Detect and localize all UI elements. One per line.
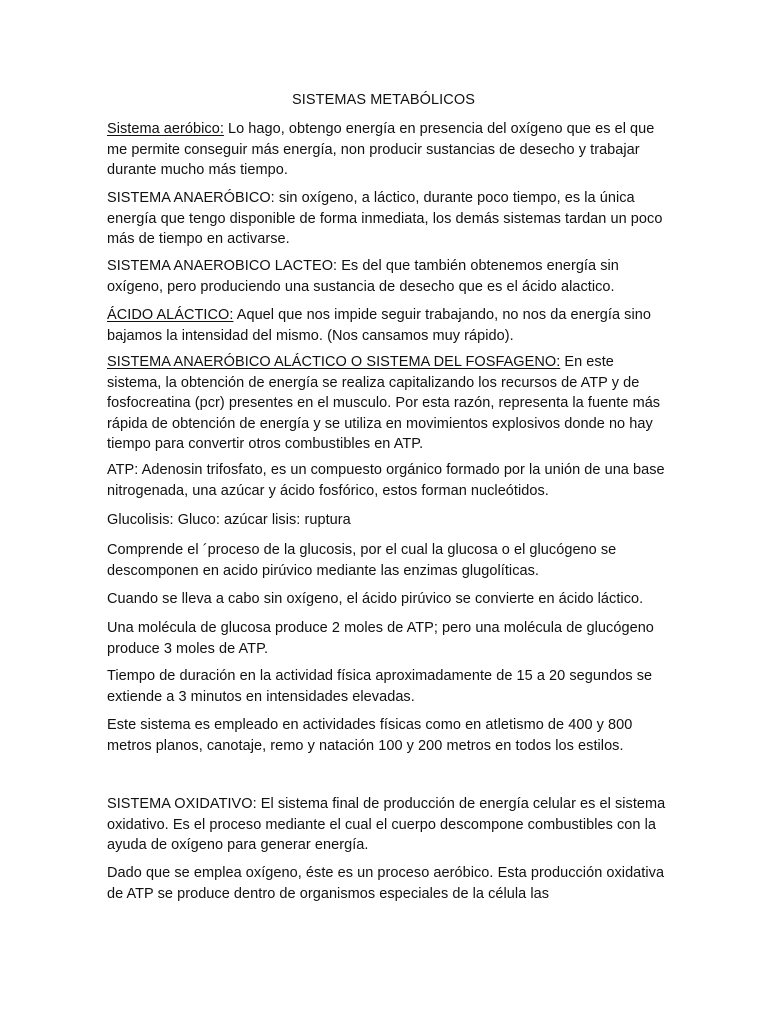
paragraph-molecula-glucosa (107, 618, 667, 659)
paragraph-text: SISTEMA OXIDATIVO: El sistema final de producción de energía celular es el sistema oxidativo. Es el proceso mediante el cual el cuerpo descompone combustibles con la ayuda de oxígeno para generar energía. (107, 796, 666, 853)
paragraph-text: Cuando se lleva a cabo sin oxígeno, el ácido pirúvico se convierte en ácido láctico. (107, 591, 644, 607)
paragraph-comprende (107, 540, 667, 581)
paragraph-text: Aquel que nos impide seguir trabajando, no nos da energía sino bajamos la intensidad del mismo. (Nos cansamos muy rápido). (107, 307, 651, 344)
paragraph-text: Este sistema es empleado en actividades físicas como en atletismo de 400 y 800 metros planos, canotaje, remo y natación 100 y 200 metros en todos los estilos. (107, 717, 633, 754)
paragraph-text: En este sistema, la obtención de energía se realiza capitalizando los recursos de ATP y de fosfocreatina (pcr) presentes en el musculo. Por esta razón, representa la fuente más rápida de obtención de energía y se utiliza en movimientos explosivos donde no hay tiempo para convertir otros combustibles en ATP. (107, 354, 661, 452)
paragraph-dado-que (107, 863, 667, 904)
paragraph-text: Tiempo de duración en la actividad física aproximadamente de 15 a 20 segundos se extiende a 3 minutos en intensidades elevadas. (107, 668, 653, 705)
paragraph-text: Dado que se emplea oxígeno, éste es un proceso aeróbico. Esta producción oxidativa de ATP se produce dentro de organismos especiales de la célula las (107, 865, 665, 902)
paragraph-lead: SISTEMA ANAERÓBICO ALÁCTICO O SISTEMA DEL FOSFAGENO: (107, 354, 561, 370)
paragraph-text: SISTEMA ANAERÓBICO: sin oxígeno, a láctico, durante poco tiempo, es la única energía que tengo disponible de forma inmediata, los demás sistemas tardan un poco más de tiempo en activarse. (107, 190, 663, 247)
paragraph-acido-alactico (107, 305, 667, 346)
paragraph-anaerobico-lacteo (107, 256, 667, 297)
paragraph-glucolisis (107, 510, 667, 531)
paragraph-text: Una molécula de glucosa produce 2 moles de ATP; pero una molécula de glucógeno produce 3 moles de ATP. (107, 620, 654, 657)
paragraph-text: ATP: Adenosin trifosfato, es un compuesto orgánico formado por la unión de una base nitrogenada, una azúcar y ácido fosfórico, estos forman nucleótidos. (107, 462, 665, 499)
paragraph-text: Lo hago, obtengo energía en presencia del oxígeno que es el que me permite conseguir más energía, non producir sustancias de desecho y trabajar durante mucho más tiempo. (107, 121, 655, 178)
paragraph-atp (107, 460, 667, 501)
paragraph-fosfageno (107, 352, 667, 455)
paragraph-lead: ÁCIDO ALÁCTICO: (107, 307, 234, 323)
paragraph-sin-oxigeno (107, 589, 667, 610)
paragraph-text: Glucolisis: Gluco: azúcar lisis: ruptura (107, 512, 351, 528)
paragraph-sistema-anaerobico (107, 188, 667, 250)
paragraph-sistema-aerobico (107, 119, 667, 181)
paragraph-lead: Sistema aeróbico: (107, 121, 224, 137)
paragraph-actividades (107, 715, 667, 756)
paragraph-text: Comprende el ´proceso de la glucosis, por el cual la glucosa o el glucógeno se descomponen en acido pirúvico mediante las enzimas glugolíticas. (107, 542, 617, 579)
paragraph-sistema-oxidativo (107, 794, 667, 856)
paragraph-tiempo-duracion (107, 666, 667, 707)
document-title: SISTEMAS METABÓLICOS (291, 92, 476, 108)
paragraph-text: SISTEMA ANAEROBICO LACTEO: Es del que también obtenemos energía sin oxígeno, pero produciendo una sustancia de desecho que es el ácido alactico. (107, 258, 619, 295)
